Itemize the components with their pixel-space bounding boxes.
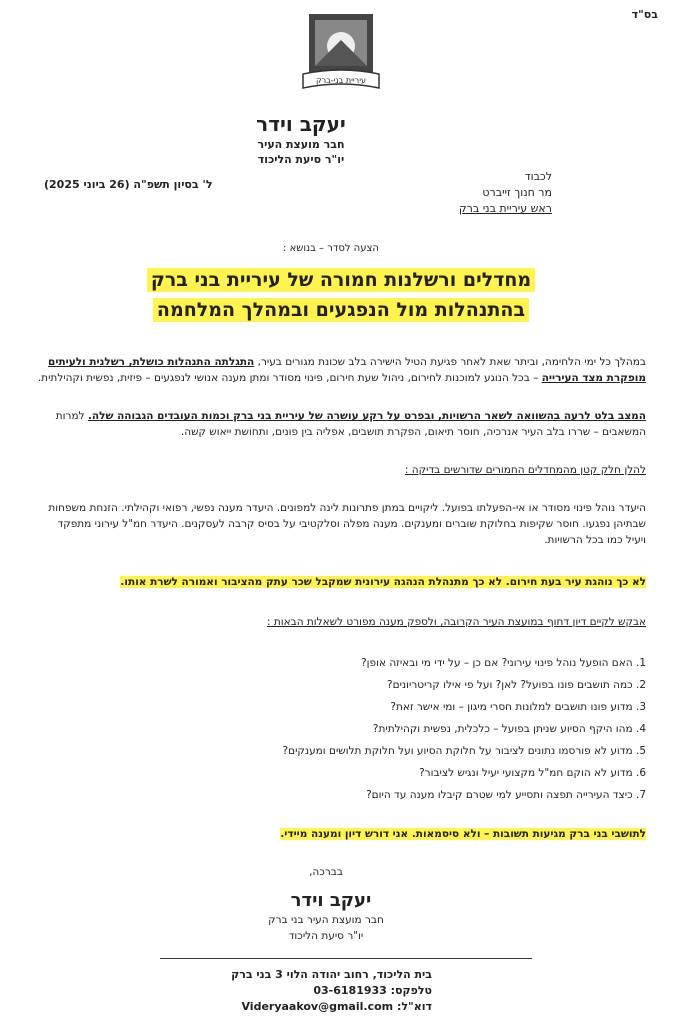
recipient-title: ראש עיריית בני ברק — [458, 202, 552, 215]
signature-name: יעקב וידר — [290, 890, 372, 911]
footer-phone: טלפקס: 03-6181933 — [313, 984, 432, 997]
question-item: 3. מדוע פונו תושבים למלונות חסרי מיגון – ומי אישר זאת? — [390, 701, 646, 713]
letter-date: ל' בסיון תשפ"ה (26 ביוני 2025) — [44, 178, 213, 191]
signature-title: חבר מועצת העיר בני ברק — [268, 914, 384, 926]
headline-line1: מחדלים ורשלנות חמורה של עיריית בני ברק — [40, 266, 642, 294]
subject-label: הצעה לסדר – בנושא : — [283, 243, 379, 254]
failures-heading: להלן חלק קטן מהמחדלים החמורים שדורשים בדיקה : — [404, 464, 646, 476]
footer-divider — [160, 958, 532, 959]
paragraph-comparison: המצב בלט לרעה בהשוואה לשאר הרשויות, ובפרט על רקע עושרה של עיריית בני ברק וכמות העובדים הגבוהה שלה. למרות המשאבים – שררו בלב העיר אנרכיה, חוסר תיאום, הפקרת תושבים, אפליה בין פונים, ותחושת ייאוש קשה. — [55, 410, 646, 438]
paragraph-intro: במהלך כל ימי הלחימה, וביתר שאת לאחר פגיעת הטיל הישירה בלב שכונת מגורים בעיר, התגלתה התנהלות כושלת, רשלנית ולעיתים מופקרת מצד העירייה – בכל הנוגע למוכנות לחירום, ניהול שעת חירום, פינוי מסודר ומתן מענה אנושי לנפגעים – פיזית, נפשית וקהילתית. — [37, 356, 646, 384]
footer-email: דוא"ל: Videryaakov@gmail.com — [241, 1000, 432, 1013]
question-item: 1. האם הופעל נוהל פינוי עירוני? אם כן – על ידי מי ובאיזה אופן? — [361, 657, 646, 669]
bsd-mark: בס"ד — [631, 8, 658, 21]
request-text: אבקש לקיים דיון דחוף במועצת העיר הקרובה, ולספק מענה מפורט לשאלות הבאות : — [266, 616, 646, 628]
question-item: 5. מדוע לא פורסמו נתונים לציבור על חלוקת הסיוע ועל חלוקת תלושים ומענקים? — [282, 745, 646, 757]
question-item: 4. מהו היקף הסיוע שניתן בפועל – כלכלית, נפשית וקהילתית? — [372, 723, 646, 735]
signature-role: יו"ר סיעת הליכוד — [288, 930, 364, 942]
sender-role: יו"ר סיעת הליכוד — [257, 153, 345, 166]
closing-demand: לתושבי בני ברק מגיעות תשובות – ולא סיסמאות. אני דורש דיון ומענה מיידי. — [280, 828, 646, 840]
city-logo — [295, 12, 387, 104]
signature-greeting: בברכה, — [309, 866, 343, 878]
failures-list: היעדר נוהל פינוי מסודר או אי-הפעלתו בפועל. ליקויים במתן פתרונות לינה למפונים. היעדר מענה נפשי, רפואי וקהילתי. הזנחת משפחות שבתיהן נפגעו. חוסר שקיפות בחלוקת שוברים ומענקים. מענה מפלה וסלקטיבי על בסיס קרבה לעסקנים. היעדר חמ"ל עירוני מתפקד ויעיל כמו בכל הרשויות. — [48, 502, 646, 546]
question-item: 7. כיצד העירייה תפצה ותסייע למי שטרם קיבלו מענה עד היום? — [366, 789, 646, 801]
sender-name: יעקב וידר — [256, 112, 346, 136]
headline-line2: בהתנהלות מול הנפגעים ובמהלך המלחמה — [40, 296, 642, 324]
question-item: 2. כמה תושבים פונו בפועל? לאן? ועל פי אילו קריטריונים? — [387, 679, 646, 691]
footer-address: בית הליכוד, רחוב יהודה הלוי 3 בני ברק — [231, 968, 432, 981]
sender-title: חבר מועצת העיר — [257, 138, 345, 151]
svg-text:עיריית בני-ברק: עיריית בני-ברק — [315, 76, 367, 85]
questions-list — [36, 652, 646, 806]
question-item: 6. מדוע לא הוקם חמ"ל מקצועי יעיל ונגיש לציבור? — [419, 767, 646, 779]
recipient-salutation: לכבוד — [524, 170, 552, 183]
highlight-statement: לא כך נוהגת עיר בעת חירום. לא כך מתנהלת הנהגה עירונית שמקבל שכר עתק מהציבור ואמורה לשרת אותו. — [120, 576, 646, 588]
recipient-name: מר חנוך זייברט — [482, 186, 552, 199]
